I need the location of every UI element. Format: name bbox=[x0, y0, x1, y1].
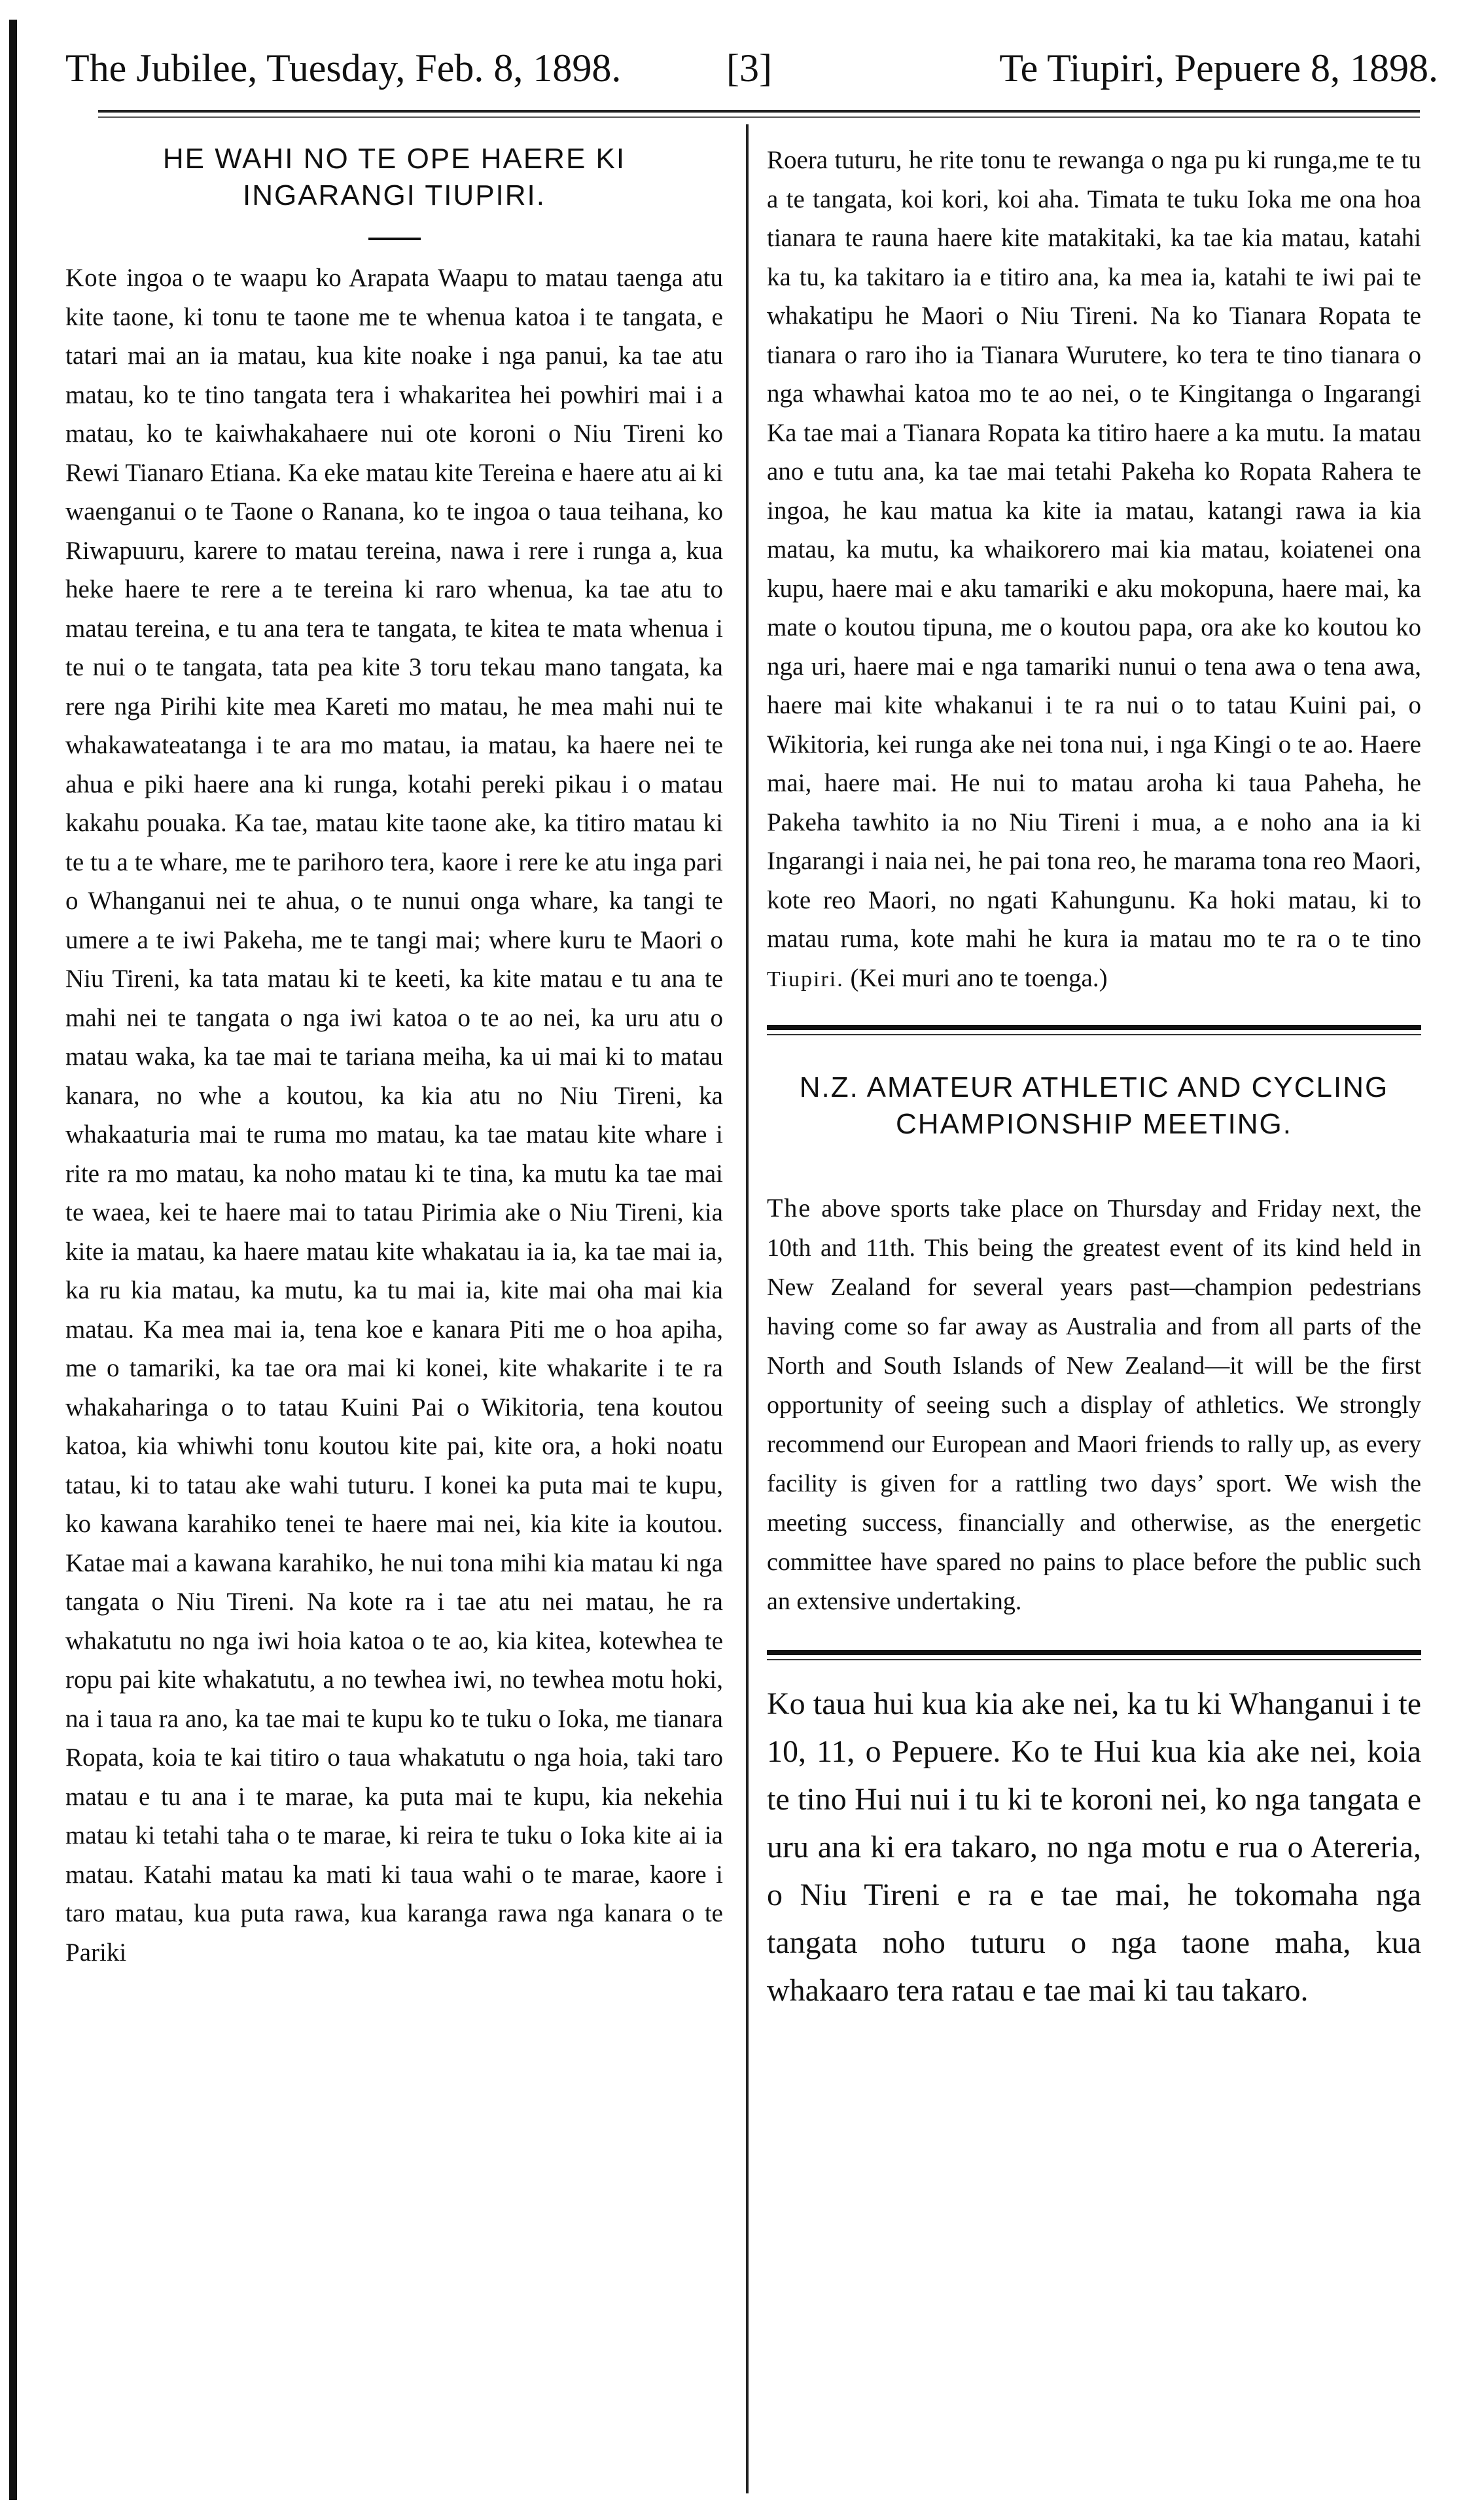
article-title-line-2: INGARANGI TIUPIRI. bbox=[242, 179, 546, 211]
article-body-part-1 bbox=[65, 259, 723, 1972]
column-left bbox=[65, 141, 723, 1972]
article-text-left: ingoa o te waapu ko Arapata Waapu to matau taenga atu kite taone, ki tonu te taone me te whenua katoa i te tangata, e tatari mai an ia matau, kua kite noake i nga panui, ka tae atu matau, ko te tino tangata tera i whakaritea hei powhiri mai i a matau, ko te kaiwhakahaere nui ote koroni o Niu Tireni ko Rewi Tianaro Etiana. Ka eke matau kite Tereina e haere atu ai ki waenganui o te Taone o Ranana, ko te ingoa o taua teihana, ko Riwapuuru, karere to matau tereina, nawa i rere i runga a, kua heke haere te rere a te tereina ki raro whenua, ka tae atu to matau tereina, e tu ana tera te tangata, te kitea te mata whenua i te nui o te tangata, tata pea kite 3 toru tekau mano tangata, ka rere nga Pirihi kite mea Kareti mo matau, he mea mahi nui te whakawateatanga i te ara mo matau, ia matau, ka haere nei te ahua e piki haere ana ki runga, kotahi pereki pikau i o matau kakahu pouaka. Ka tae, matau kite taone ake, ka titiro matau ki te tu a te whare, me te parihoro tera, kaore i rere ke atu inga pari o Whanganui nei te ahua, o te nunui onga whare, ka tangi te umere a te iwi Pakeha, me te tangi mai; where kuru te Maori o Niu Tireni, ka tata matau ki te keeti, ka kite matau e tu ana te mahi nei te tangata o nga iwi katoa o te ao nei, ka uru atu o matau waka, ka tae mai te tariana meiha, ka ui mai ki to matau kanara, no whe a koutou, ka kia atu no Niu Tireni, ka whakaaturia mai te ruma mo matau, ka tae matau kite whare i rite ra mo matau, ka noho matau ki te tina, ka mutu ka tae mai te waea, kei te haere mai to tatau Pirimia ake o Niu Tireni, kia kite ia matau, ka haere matau kite whakatau ia ia, ka tae mai ia, ka ru kia matau, ka mutu, ka tu mai ia, kite mai oha mai kia matau. Ka mea mai ia, tena koe e kanara Piti me o hoa apiha, me o tamariki, ka tae ora mai ki konei, kite whakarite i te ra whakaharinga o to tatau Kuini Pai o Wikitoria, tena koutou katoa, kia whiwhi tonu koutou kite pai, kite ora, a hoki noatu tatau, ki to tatau ake wahi tuturu. I konei ka puta mai te kupu, ko kawana karahiko tenei te haere mai nei, kia kite ia koutou. Katae mai a kawana karahiko, he nui tona mihi kia matau ki nga tangata o Niu Tireni. Na kote ra i tae atu nei matau, he ra whakatutu no nga iwi hoia katoa o te ao, kia kitea, kotewhea te ropu pai kite whakatutu, a no tewhea iwi, no tewhea motu hoki, na i taua ra ano, ka tae mai te kupu ko te tuku o Ioka, me tianara Ropata, koia te kai titiro o taua whakatutu o nga hoia, taki taro matau e tu ana i te marae, ka puta mai te kupu, kia nekehia matau ki tetahi taha o te marae, ki reira te tuku o Ioka kite ai ia matau. Katahi matau ka mati ki taua wahi o te marae, kaore i taro matau, kua puta rawa, kua karanga rawa nga kanara o te Pariki bbox=[65, 264, 724, 1967]
title-rule bbox=[368, 238, 421, 240]
tiupiri-word: Tiupiri. bbox=[767, 967, 844, 991]
english-article-title bbox=[767, 1069, 1421, 1143]
article-text-right: Roera tuturu, he rite tonu te rewanga o nga pu ki runga,me te tu a te tangata, koi kori, koi aha. Timata te tuku Ioka me ona hoa tianara te rauna haere kite matakitaki, ka tae kia matau, katahi ka tu, ka takitaro ia e titiro ana, ka mea ia, katahi te iwi pai te whakatipu he Maori o Niu Tireni. Na ko Tianara Ropata te tianara o raro iho ia Tianara Wurutere, ko tera te tino tianara o nga whawhai katoa mo te ao nei, o te Kingitanga o Ingarangi Ka tae mai a Tianara Ropata ka titiro haere a ka mutu. Ia matau ano e tutu ana, ka tae mai tetahi Pakeha ko Ropata Rahera te ingoa, he kau matua ka kite ia matau, katangi rawa ia kia matau, ka mutu, ka whaikorero mai kia matau, koiatenei ona kupu, haere mai e aku tamariki e aku mokopuna, haere mai, ka mate o koutou tipuna, me o koutou papa, ora ake ko koutou ko nga uri, haere mai e nga tamariki nunui o tena awa o tena awa, haere mai kite whakanui i te ra nui o to tatau Kuini pai, o Wikitoria, kei runga ake nei tona nui, i nga Kingi o te ao. Haere mai, haere mai. He nui to matau aroha ki taua Paheha, he Pakeha tawhito ia no Niu Tireni i mua, a e noho ana ia ki Ingarangi i naia nei, he pai tona reo, he marama tona reo Maori, kote reo Maori, no ngati Kahungunu. Ka hoki matau, ki to matau ruma, kote mahi he kura ia matau mo te ra o te tino bbox=[767, 146, 1421, 953]
notice-rule-thick bbox=[767, 1650, 1421, 1655]
header-english-date: The Jubilee, Tuesday, Feb. 8, 1898. bbox=[65, 46, 622, 90]
page-edge-rule bbox=[9, 20, 17, 2500]
section-rule-thin bbox=[767, 1034, 1421, 1035]
english-article-text: above sports take place on Thursday and Friday next, the 10th and 11th. This being the greatest event of its kind held in New Zealand for several years past—champion pedestrians having come so far away as Australia and from all parts of the North and South Islands of New Zealand—it will be the first opportunity of seeing such a display of athletics. We strongly recommend our European and Maori friends to rally up, as every facility is given for a rattling two days’ sport. We wish the meeting success, financially and otherwise, as the energetic committee have spared no pains to place before the public such an extensive undertaking. bbox=[767, 1195, 1421, 1615]
header-rule bbox=[98, 110, 1420, 113]
article-title bbox=[65, 141, 723, 214]
column-right bbox=[767, 141, 1421, 2014]
lead-word: Kote bbox=[65, 264, 118, 292]
english-article-body bbox=[767, 1188, 1421, 1621]
article-title-line-1: HE WAHI NO TE OPE HAERE KI bbox=[162, 143, 626, 175]
continued-note: (Kei muri ano te toenga.) bbox=[850, 963, 1108, 992]
article-body-part-2 bbox=[767, 141, 1421, 999]
header-rule-thin bbox=[98, 116, 1420, 118]
page-number: [3] bbox=[726, 46, 772, 90]
header-maori-date: Te Tiupiri, Pepuere 8, 1898. bbox=[999, 46, 1438, 90]
hui-notice: Ko taua hui kua kia ake nei, ka tu ki Whanganui i te 10, 11, o Pepuere. Ko te Hui kua kia ake nei, koia te tino Hui nui i tu ki te koroni nei, ko nga tangata e uru ana ki era takaro, no nga motu e rua o Atereria, o Niu Tireni e ra e tae mai, he tokomaha nga tangata noho tuturu o nga taone maha, kua whakaaro tera ratau e tae mai ki tau takaro. bbox=[767, 1686, 1421, 2008]
section-rule-thick bbox=[767, 1025, 1421, 1030]
english-lead-word: The bbox=[767, 1193, 812, 1222]
english-title-line-2: CHAMPIONSHIP MEETING. bbox=[896, 1108, 1292, 1140]
column-divider bbox=[746, 124, 749, 2493]
page-header bbox=[0, 20, 1484, 92]
english-title-line-1: N.Z. AMATEUR ATHLETIC AND CYCLING bbox=[799, 1071, 1389, 1103]
